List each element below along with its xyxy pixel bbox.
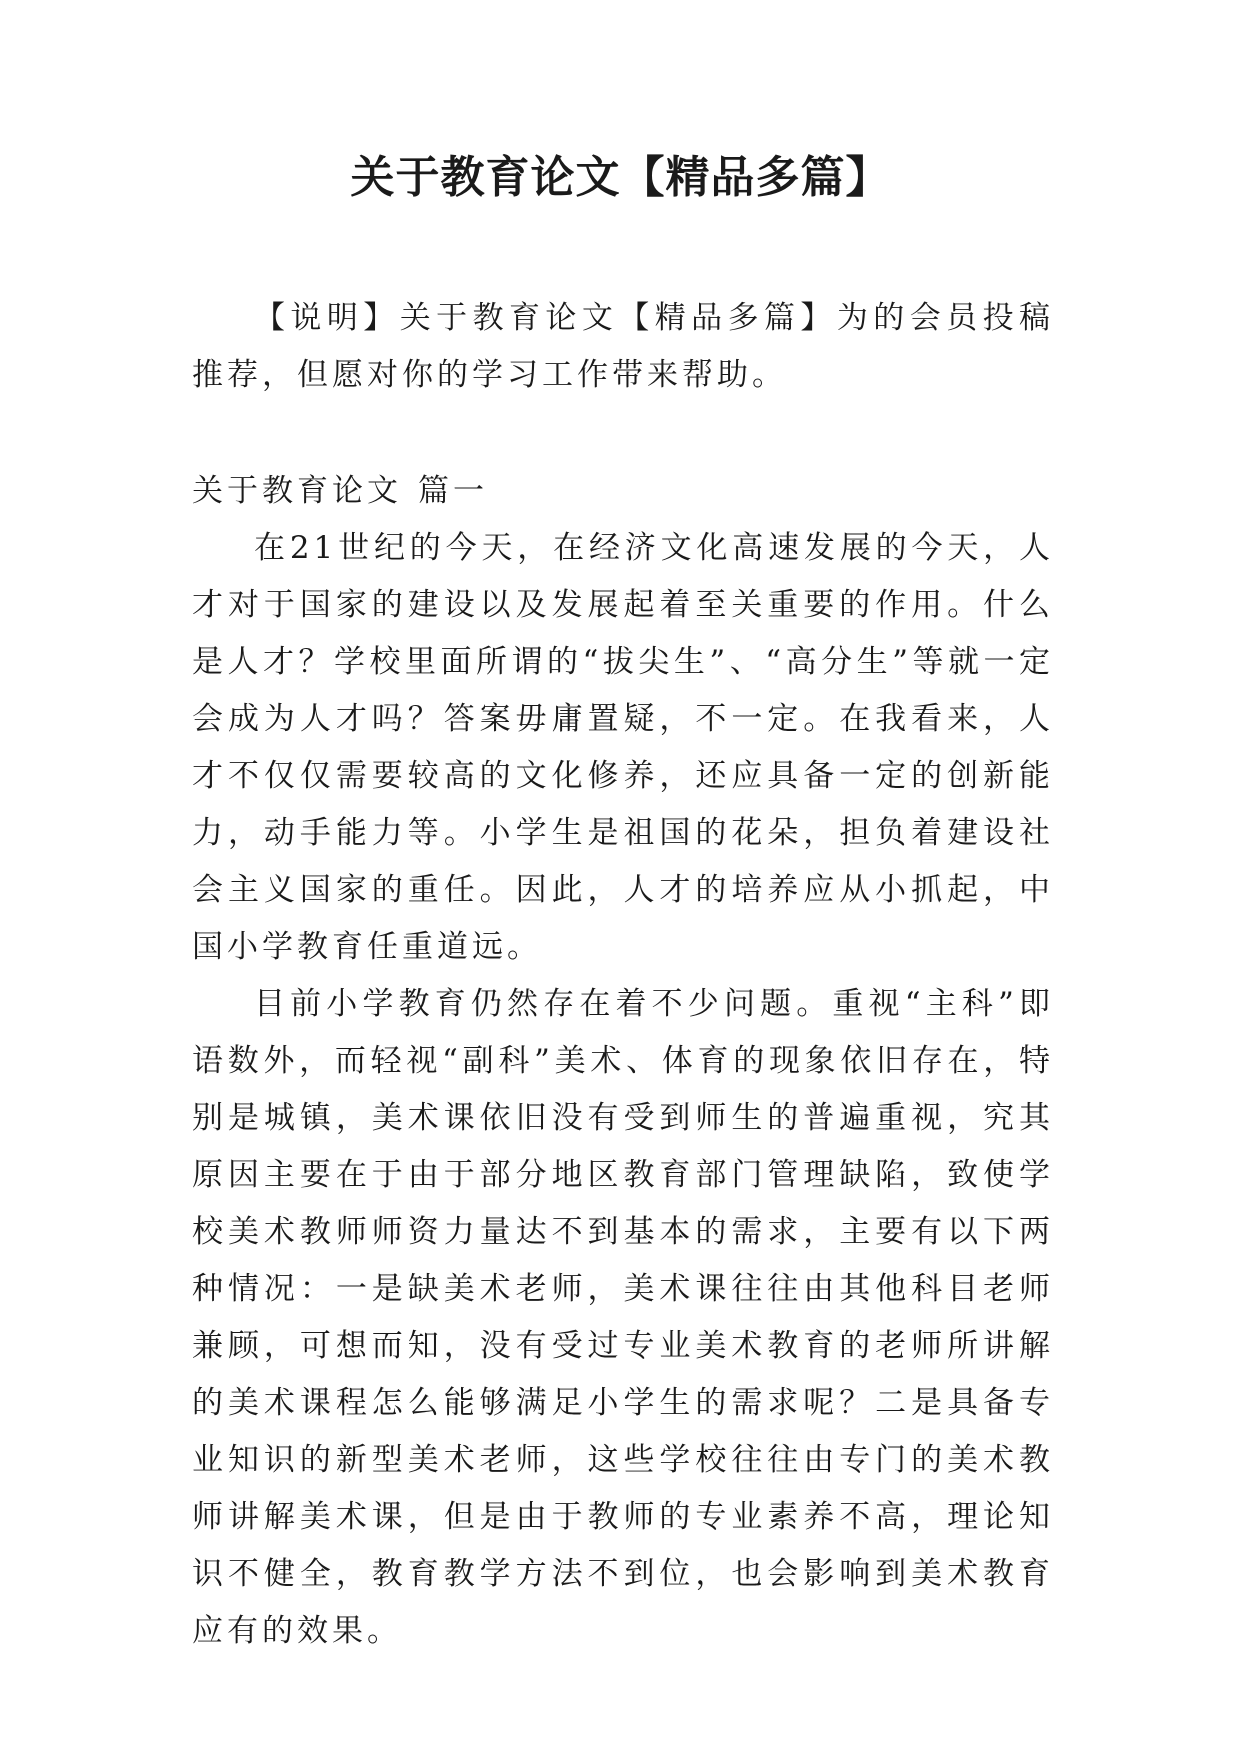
section-one xyxy=(192,463,1054,1660)
section-heading xyxy=(192,463,1054,520)
intro-paragraph: 【说明】关于教育论文【精品多篇】为的会员投稿推荐，但愿对你的学习工作带来帮助。 xyxy=(192,300,1054,393)
section-heading-text: 关于教育论文 xyxy=(192,473,402,509)
intro-note xyxy=(192,290,1054,404)
document-title: 关于教育论文【精品多篇】 xyxy=(350,152,891,203)
body-paragraph-2: 目前小学教育仍然存在着不少问题。重视“主科”即语数外，而轻视“副科”美术、体育的现象依旧存在，特别是城镇，美术课依旧没有受到师生的普遍重视，究其原因主要在于由于部分地区教育部门管理缺陷，致使学校美术教师师资力量达不到基本的需求，主要有以下两种情况：一是缺美术老师，美术课往往由其他科目老师兼顾，可想而知，没有受过专业美术教育的老师所讲解的美术课程怎么能够满足小学生的需求呢？二是具备专业知识的新型美术老师，这些学校往往由专门的美术教师讲解美术课，但是由于教师的专业素养不高，理论知识不健全，教育教学方法不到位，也会影响到美术教育应有的效果。 xyxy=(192,986,1054,1649)
section-number: 篇一 xyxy=(418,473,488,509)
body-paragraph-1: 在21世纪的今天，在经济文化高速发展的今天，人才对于国家的建设以及发展起着至关重要的作用。什么是人才？学校里面所谓的“拔尖生”、“高分生”等就一定会成为人才吗？答案毋庸置疑，不一定。在我看来，人才不仅仅需要较高的文化修养，还应具备一定的创新能力，动手能力等。小学生是祖国的花朵，担负着建设社会主义国家的重任。因此，人才的培养应从小抓起，中国小学教育任重道远。 xyxy=(192,530,1054,965)
